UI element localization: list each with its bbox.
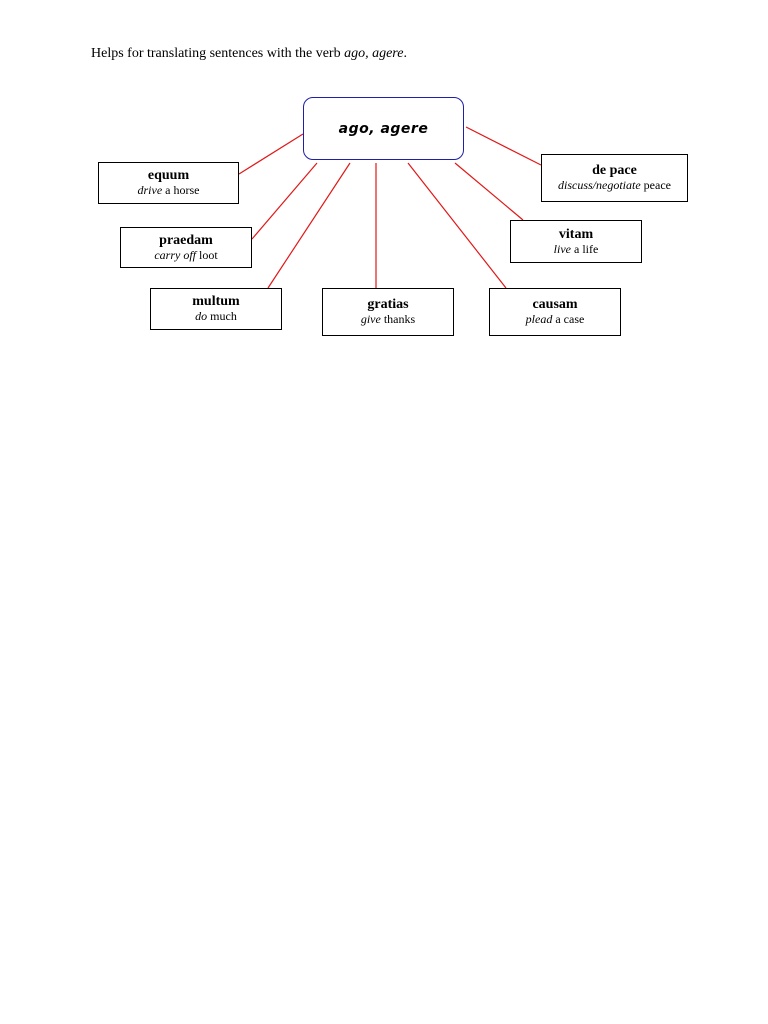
intro-verb: ago, agere xyxy=(344,46,404,61)
gloss-italic: carry off xyxy=(154,247,196,262)
gloss-italic: do xyxy=(195,309,208,323)
node-de-pace xyxy=(541,154,688,202)
gloss-rest: peace xyxy=(640,178,671,192)
node-praedam xyxy=(120,227,252,268)
node-head: multum xyxy=(192,294,240,309)
link-equum xyxy=(239,134,303,174)
node-gloss xyxy=(526,312,585,327)
gloss-rest: loot xyxy=(196,247,218,262)
node-head: gratias xyxy=(367,297,409,312)
hub-label: ago, agere xyxy=(338,120,429,137)
node-gloss xyxy=(195,309,237,324)
gloss-rest: a case xyxy=(552,312,585,326)
gloss-italic: discuss/negotiate xyxy=(558,178,641,192)
node-gloss xyxy=(138,183,200,198)
gloss-italic: plead xyxy=(525,312,553,326)
node-multum xyxy=(150,288,282,330)
gloss-rest: thanks xyxy=(380,312,416,326)
link-causam xyxy=(408,163,506,288)
node-gloss xyxy=(554,242,599,257)
gloss-rest: a horse xyxy=(162,183,200,197)
gloss-rest: a life xyxy=(571,241,599,256)
node-head: equum xyxy=(147,168,190,183)
gloss-italic: give xyxy=(360,312,381,326)
intro-end: . xyxy=(403,46,407,61)
node-gloss xyxy=(558,178,671,193)
link-multum xyxy=(268,163,350,288)
intro-text: Helps for translating sentences with the verb xyxy=(91,46,345,61)
node-head: causam xyxy=(532,297,578,312)
link-depace xyxy=(466,127,541,165)
gloss-rest: much xyxy=(207,309,237,323)
node-gloss xyxy=(154,248,217,263)
node-head: vitam xyxy=(558,226,594,242)
node-head: de pace xyxy=(592,163,637,178)
link-vitam xyxy=(455,163,523,220)
gloss-italic: drive xyxy=(137,183,163,197)
gloss-italic: live xyxy=(553,241,571,256)
node-gloss xyxy=(361,312,415,327)
node-head: praedam xyxy=(159,232,213,248)
hub-node xyxy=(303,97,464,160)
node-equum xyxy=(98,162,239,204)
node-vitam xyxy=(510,220,642,263)
node-gratias xyxy=(322,288,454,336)
node-causam xyxy=(489,288,621,336)
